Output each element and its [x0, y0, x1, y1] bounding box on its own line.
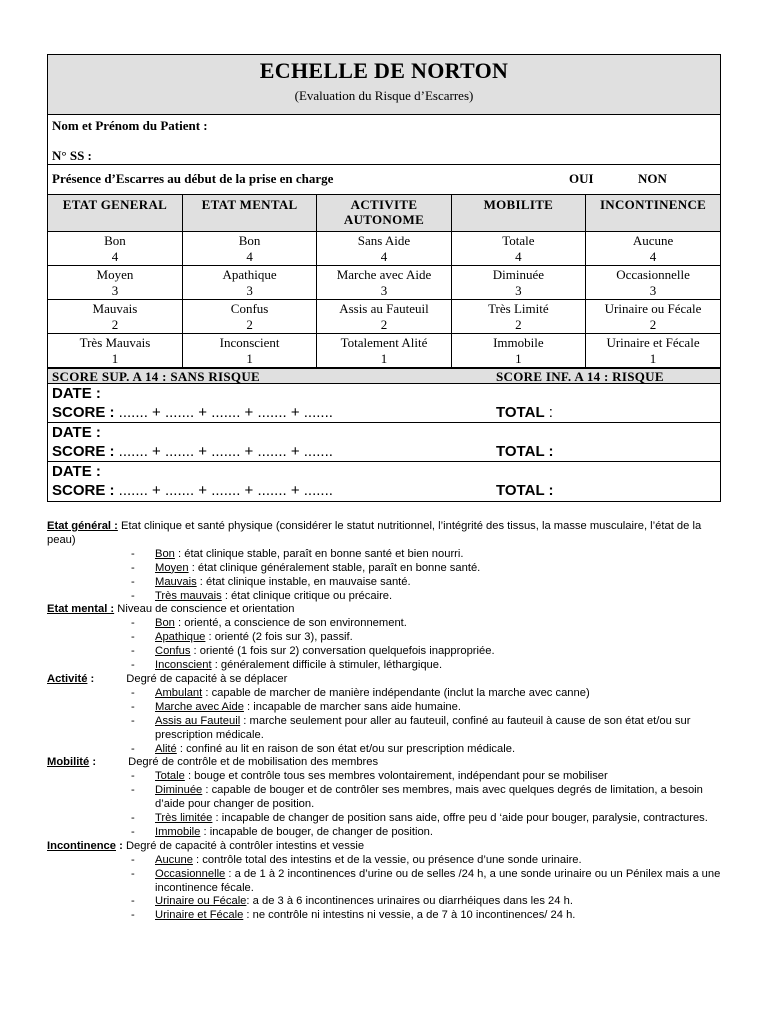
list-item: - Urinaire ou Fécale: a de 3 à 6 incontinences urinaires ou diarrhéiques dans les 24 h.	[131, 895, 727, 909]
presence-non[interactable]: NON	[638, 171, 667, 186]
note-label: Incontinence	[47, 839, 116, 852]
grid-cell[interactable]: Urinaire ou Fécale 2	[586, 299, 720, 333]
grid-cell[interactable]: Immobile 1	[451, 333, 585, 367]
list-item: - Très limitée : incapable de changer de position sans aide, offre peu d ‘aide pour bouger, paralysie, contractures.	[131, 812, 727, 826]
presence-oui[interactable]: OUI	[569, 171, 594, 186]
list-item: - Immobile : incapable de bouger, de changer de position.	[131, 826, 727, 840]
list-item: - Diminuée : capable de bouger et de contrôler ses membres, mais avec quelques degrés de limitation, a besoin d’aide pour changer de position.	[131, 784, 727, 812]
presence-label: Présence d’Escarres au début de la prise en charge	[52, 171, 334, 186]
grid-cell[interactable]: Diminuée 3	[451, 265, 585, 299]
title-block	[48, 55, 720, 115]
date-score-entry[interactable]	[48, 384, 720, 423]
list-item: - Totale : bouge et contrôle tous ses membres volontairement, indépendant pour se mobiliser	[131, 770, 727, 784]
note-label: Etat mental :	[47, 603, 115, 616]
grid-cell[interactable]: Très Limité 2	[451, 299, 585, 333]
col-header-etat-mental: ETAT MENTAL	[182, 195, 316, 231]
list-item: - Marche avec Aide : incapable de marcher sans aide humaine.	[131, 701, 727, 715]
patient-info	[48, 115, 720, 165]
score-inf-label: SCORE INF. A 14 : RISQUE	[496, 368, 664, 384]
escarres-presence-row	[48, 165, 720, 195]
list-item: - Très mauvais : état clinique critique ou précaire.	[131, 590, 727, 604]
list-item: - Ambulant : capable de marcher de manière indépendante (inclut la marche avec canne)	[131, 687, 727, 701]
grid-cell[interactable]: Bon 4	[48, 231, 182, 265]
note-label: Mobilité	[47, 756, 90, 769]
date-label: DATE :	[52, 384, 101, 402]
list-item: - Moyen : état clinique généralement stable, paraît en bonne santé.	[131, 562, 727, 576]
ss-number-label: N° SS :	[52, 148, 92, 163]
list-item: - Assis au Fauteuil : marche seulement pour aller au fauteuil, confiné au fauteuil à cause de son état et/ou sur prescription médicale.	[131, 715, 727, 743]
date-score-entry[interactable]	[48, 462, 720, 501]
list-item: - Urinaire et Fécale : ne contrôle ni intestins ni vessie, a de 7 à 10 incontinences/ 24 h.	[131, 909, 727, 923]
note-label: Etat général :	[47, 520, 118, 532]
score-sup-label: SCORE SUP. A 14 : SANS RISQUE	[52, 368, 260, 384]
total-label: TOTAL :	[496, 442, 554, 460]
grid-cell[interactable]: Totalement Alité 1	[317, 333, 451, 367]
grid-cell[interactable]: Occasionnelle 3	[586, 265, 720, 299]
list-item: - Occasionnelle : a de 1 à 2 incontinences d’urine ou de selles /24 h, a une sonde urinaire ou un Pénilex mais a une incontinence fécale.	[131, 868, 727, 896]
list-item: - Confus : orienté (1 fois sur 2) conversation quelquefois inappropriée.	[131, 645, 727, 659]
grid-row	[48, 333, 720, 367]
grid-cell[interactable]: Urinaire et Fécale 1	[586, 333, 720, 367]
list-item: - Alité : confiné au lit en raison de son état et/ou sur prescription médicale.	[131, 743, 727, 757]
list-item: - Bon : orienté, a conscience de son environnement.	[131, 617, 727, 631]
grid-header-row	[48, 195, 720, 231]
note-etat-mental: Etat mental : Niveau de conscience et orientation - Bon : orienté, a conscience de son environnement. - Apathique : orienté (2 fois sur 3), passif. - Confus : orienté (1 fois sur 2) conversation quelquefois inappropriée. - Inconscient : généralement difficile à stimuler, léthargique.	[47, 603, 727, 673]
grid-row	[48, 265, 720, 299]
grid-cell[interactable]: Moyen 3	[48, 265, 182, 299]
list-item: - Apathique : orienté (2 fois sur 3), passif.	[131, 631, 727, 645]
grid-cell[interactable]: Inconscient 1	[182, 333, 316, 367]
note-incontinence: Incontinence : Degré de capacité à contrôler intestins et vessie - Aucune : contrôle total des intestins et de la vessie, ou présence d’une sonde urinaire. - Occasionnelle : a de 1 à 2 incontinences d’urine ou de selles /24 h, a une sonde urinaire ou un Pénilex mais a une incontinence fécale. - Urinaire ou Fécale: a de 3 à 6 incontinences urinaires ou diarrhéiques dans les 24 h. - Urinaire et Fécale : ne contrôle ni intestins ni vessie, a de 7 à 10 incontinences/ 24 h.	[47, 840, 727, 923]
note-etat-general: Etat général : Etat clinique et santé physique (considérer le statut nutritionnel, l’intégrité des tissus, la masse musculaire, l’état de la peau) - Bon : état clinique stable, paraît en bonne santé et bien nourri. - Moyen : état clinique généralement stable, paraît en bonne santé. - Mauvais : état clinique instable, en mauvaise santé. - Très mauvais : état clinique critique ou précaire.	[47, 520, 727, 603]
grid-cell[interactable]: Sans Aide 4	[317, 231, 451, 265]
criteria-notes	[47, 520, 727, 923]
list-item: - Bon : état clinique stable, paraît en bonne santé et bien nourri.	[131, 548, 727, 562]
score-line: SCORE : ....... + ....... + ....... + ....... + .......	[52, 403, 333, 421]
note-mobilite: Mobilité : Degré de contrôle et de mobilisation des membres - Totale : bouge et contrôle tous ses membres volontairement, indépendant pour se mobiliser - Diminuée : capable de bouger et de contrôler ses membres, mais avec quelques degrés de limitation, a besoin d’aide pour changer de position. - Très limitée : incapable de changer de position sans aide, offre peu d ‘aide pour bouger, paralysie, contractures. - Immobile : incapable de bouger, de changer de position.	[47, 756, 727, 839]
grid-cell[interactable]: Totale 4	[451, 231, 585, 265]
col-header-incontinence: INCONTINENCE	[586, 195, 720, 231]
list-item: - Aucune : contrôle total des intestins et de la vessie, ou présence d’une sonde urinaire.	[131, 854, 727, 868]
grid-row	[48, 299, 720, 333]
date-label: DATE :	[52, 462, 101, 480]
grid-cell[interactable]: Mauvais 2	[48, 299, 182, 333]
score-line: SCORE : ....... + ....... + ....... + ....... + .......	[52, 442, 333, 460]
date-score-entry[interactable]	[48, 423, 720, 462]
total-label: TOTAL :	[496, 403, 553, 421]
grid-cell[interactable]: Marche avec Aide 3	[317, 265, 451, 299]
grid-cell[interactable]: Confus 2	[182, 299, 316, 333]
grid-cell[interactable]: Aucune 4	[586, 231, 720, 265]
norton-grid	[48, 195, 720, 368]
page-title: ECHELLE DE NORTON	[259, 58, 509, 83]
note-label: Activité	[47, 672, 88, 685]
norton-scale-form	[47, 54, 721, 502]
col-header-mobilite: MOBILITE	[451, 195, 585, 231]
grid-cell[interactable]: Apathique 3	[182, 265, 316, 299]
date-label: DATE :	[52, 423, 101, 441]
total-label: TOTAL :	[496, 481, 554, 499]
page-subtitle: (Evaluation du Risque d’Escarres)	[294, 88, 474, 103]
list-item: - Mauvais : état clinique instable, en mauvaise santé.	[131, 576, 727, 590]
list-item: - Inconscient : généralement difficile à stimuler, léthargique.	[131, 659, 727, 673]
col-header-activite: ACTIVITE AUTONOME	[317, 195, 451, 231]
patient-name-label: Nom et Prénom du Patient :	[52, 118, 208, 133]
note-activite: Activité : Degré de capacité à se déplacer - Ambulant : capable de marcher de manière indépendante (inclut la marche avec canne) - Marche avec Aide : incapable de marcher sans aide humaine. - Assis au Fauteuil : marche seulement pour aller au fauteuil, confiné au fauteuil à cause de son état et/ou sur prescription médicale. - Alité : confiné au lit en raison de son état et/ou sur prescription médicale.	[47, 673, 727, 756]
col-header-etat-general: ETAT GENERAL	[48, 195, 182, 231]
grid-cell[interactable]: Assis au Fauteuil 2	[317, 299, 451, 333]
score-line: SCORE : ....... + ....... + ....... + ....... + .......	[52, 481, 333, 499]
score-threshold-band	[48, 368, 720, 384]
grid-cell[interactable]: Très Mauvais 1	[48, 333, 182, 367]
grid-cell[interactable]: Bon 4	[182, 231, 316, 265]
grid-row	[48, 231, 720, 265]
